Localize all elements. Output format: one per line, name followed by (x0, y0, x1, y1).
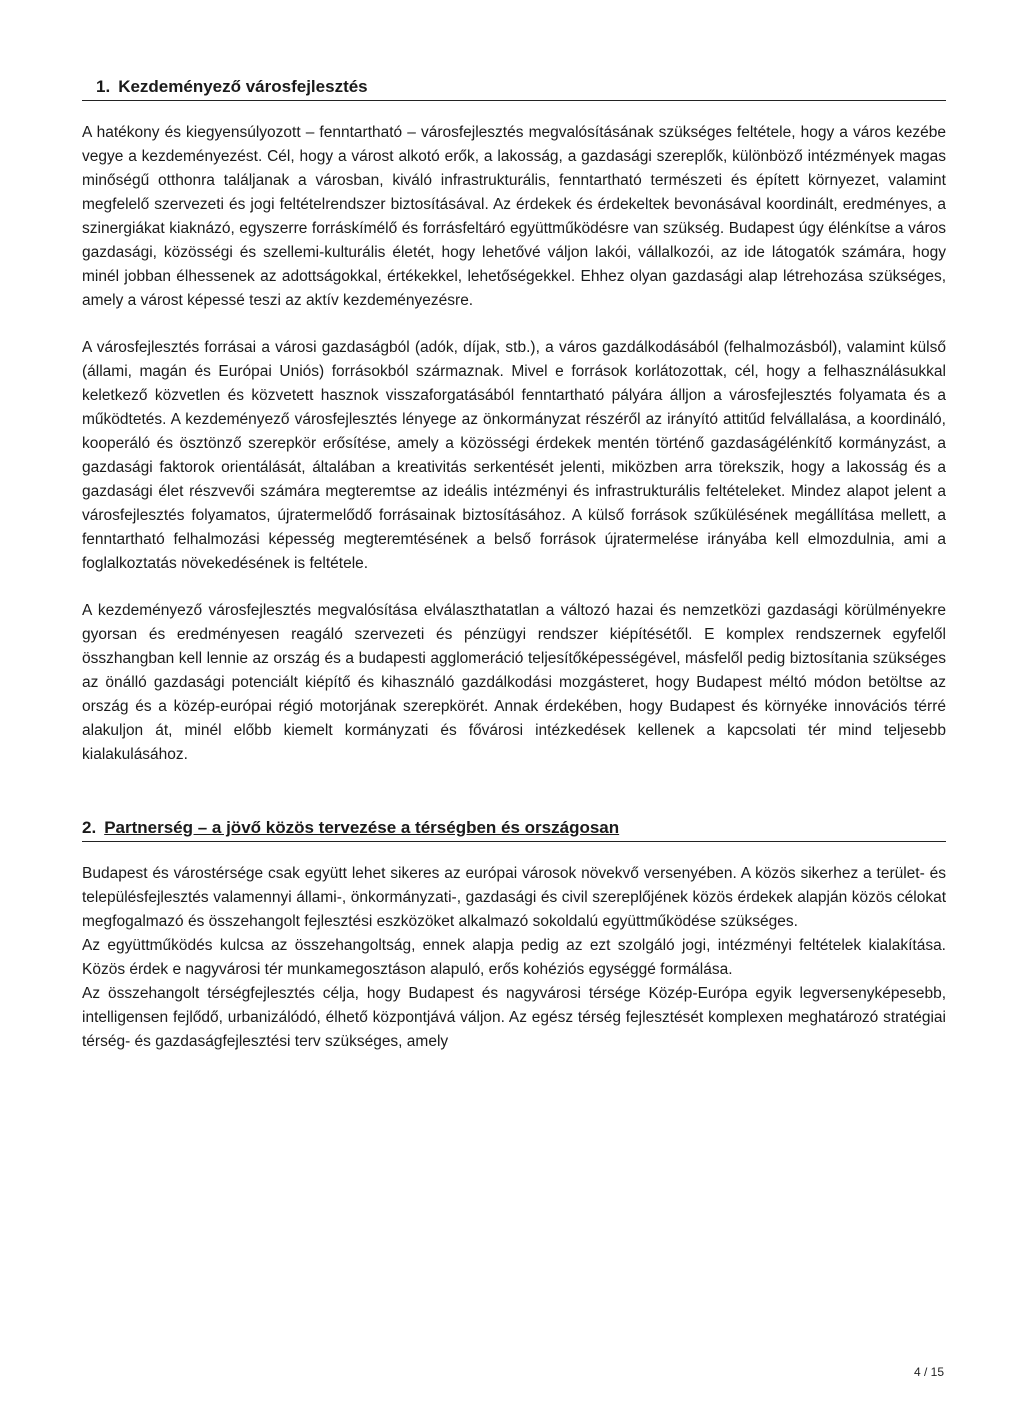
section-1-heading (82, 76, 946, 101)
section-1-title: Kezdeményező városfejlesztés (118, 77, 368, 96)
section-2-heading (82, 817, 946, 842)
section-1-paragraph: A kezdeményező városfejlesztés megvalósítása elválaszthatatlan a változó hazai és nemzetközi gazdasági körülményekre gyorsan és eredményesen reagáló szervezeti és pénzügyi rendszer kiépítésétől. E komplex rendszernek egyfelől összhangban kell lennie az ország és a budapesti agglomeráció teljesítőképességével, másfelől pedig biztosítania szükséges az önálló gazdasági potenciált kiépítő és kihasználó gazdálkodási mozgásteret, hogy Budapest méltó módon betöltse az ország és a közép-európai régió motorjának szerepkörét. Annak érdekében, hogy Budapest és környéke innovációs térré alakuljon át, minél előbb kiemelt kormányzati és fővárosi intézkedések kellenek a kapcsolati tér mind teljesebb kialakulásához. (82, 602, 946, 763)
section-2-paragraph: Budapest és várostérsége csak együtt lehet sikeres az európai városok növekvő versenyében. A közös sikerhez a terület- és településfejlesztés valamennyi állami-, önkormányzati-, gazdasági és civil szereplőjének közös érdekek alapján közös célokat megfogalmazó és összehangolt fejlesztési eszközöket alkalmazó sokoldalú együttműködése szükséges. (82, 865, 946, 930)
section-1 (82, 76, 946, 767)
page-number: 4 / 15 (913, 1365, 944, 1379)
section-2-paragraph: Az összehangolt térségfejlesztés célja, hogy Budapest és nagyvárosi térsége Közép-Európa egyik legversenyképesebb, intelligensen fejlődő, urbanizálódó, élhető központjává váljon. Az egész térség fejlesztését komplexen meghatározó stratégiai térség- és gazdaságfejlesztési terv szükséges, amely (82, 985, 946, 1050)
section-2-title: Partnerség – a jövő közös tervezése a térségben és országosan (104, 818, 620, 837)
section-2 (82, 817, 946, 1054)
section-2-number: 2. (82, 818, 97, 837)
section-1-paragraph: A hatékony és kiegyensúlyozott – fenntartható – városfejlesztés megvalósításának szükséges feltétele, hogy a város kezébe vegye a kezdeményezést. Cél, hogy a várost alkotó erők, a lakosság, a gazdasági szereplők, különböző intézmények magas minőségű otthonra találjanak a városban, kiváló infrastrukturális, fenntartható természeti és épített környezet, valamint megfelelő szervezeti és jogi feltételrendszer biztosításával. Az érdekek és érdekeltek bevonásával koordinált, eredményes, a szinergiákat kiaknázó, egyszerre forráskímélő és forrásfeltáró együttműködésre van szükség. Budapest úgy élénkítse a város gazdasági, közösségi és szellemi-kulturális életét, hogy lehetővé váljon lakói, vállalkozói, az ide látogatók számára, hogy minél jobban élhessenek az adottságokkal, értékekkel, lehetőségekkel. Ehhez olyan gazdasági alap létrehozása szükséges, amely a várost képessé teszi az aktív kezdeményezésre. (82, 124, 946, 309)
section-1-number: 1. (96, 77, 111, 96)
document-page (82, 76, 946, 1054)
section-1-paragraph: A városfejlesztés forrásai a városi gazdaságból (adók, díjak, stb.), a város gazdálkodásából (felhalmozásból), valamint külső (állami, magán és Európai Uniós) forrásokból származnak. Mivel e források korlátozottak, cél, hogy a felhasználásukkal keletkező közvetlen és közvetett hasznok visszaforgatásából fenntartható pályára álljon a városfejlesztés folyamata és a működtetés. A kezdeményező városfejlesztés lényege az önkormányzat részéről az irányító attitűd felvállalása, a koordináló, kooperáló és ösztönző szerepkör erősítése, amely a közösségi érdekek mentén történő gazdaságélénkítő kormányzást, a gazdasági faktorok orientálását, általában a kreativitás serkentését jelenti, miközben arra törekszik, hogy a lakosság és a gazdasági élet részvevői számára megteremtse az ideális intézményi és infrastrukturális feltételeket. Mindez alapot jelent a városfejlesztés folyamatos, újratermelődő forrásainak biztosításához. A külső források szűkülésének megállítása mellett, a fenntartható felhalmozási képesség megteremtésének a belső források újratermelése irányába kell elmozdulnia, ami a foglalkoztatás növekedésének is feltétele. (82, 339, 946, 572)
section-2-paragraph: Az együttműködés kulcsa az összehangoltság, ennek alapja pedig az ezt szolgáló jogi, intézményi feltételek kialakítása. Közös érdek e nagyvárosi tér munkamegosztáson alapuló, erős kohéziós egységgé formálása. (82, 937, 946, 978)
